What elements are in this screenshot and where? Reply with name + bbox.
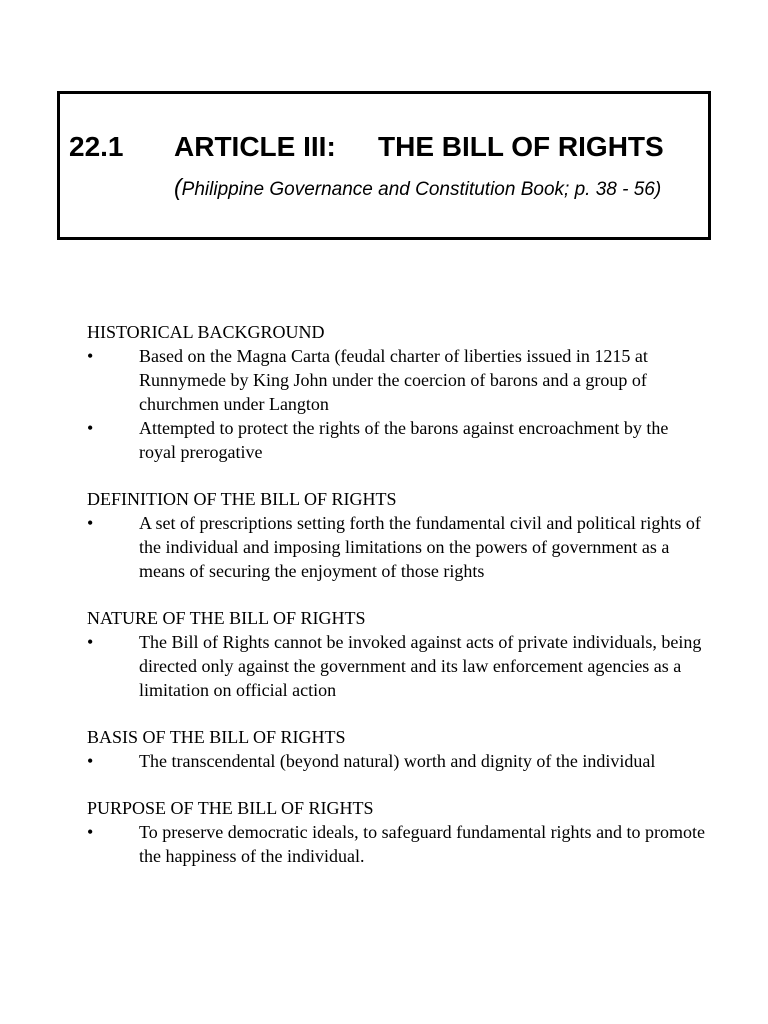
section-heading: BASIS OF THE BILL OF RIGHTS — [87, 727, 346, 747]
bullet-item — [87, 749, 707, 773]
bullet-text: The Bill of Rights cannot be invoked against acts of private individuals, being directed only against the government and its law enforcement agencies as a limitation on official action — [139, 632, 702, 700]
section-heading: HISTORICAL BACKGROUND — [87, 322, 325, 342]
bullet-item — [87, 820, 707, 868]
section-heading: NATURE OF THE BILL OF RIGHTS — [87, 608, 366, 628]
title-box — [57, 91, 711, 240]
section-nature — [87, 606, 707, 702]
section-purpose — [87, 796, 707, 868]
bullet-marker: • — [87, 418, 94, 438]
bullet-text: Based on the Magna Carta (feudal charter of liberties issued in 1215 at Runnymede by King John under the coercion of barons and a group of churchmen under Langton — [139, 346, 648, 414]
source-open-paren: ( — [174, 174, 182, 200]
bullet-marker: • — [87, 632, 94, 652]
bullet-marker: • — [87, 822, 94, 842]
bullet-item — [87, 630, 707, 702]
bullet-marker: • — [87, 513, 94, 533]
section-definition — [87, 487, 707, 583]
document-body — [87, 320, 707, 891]
section-basis — [87, 725, 707, 773]
article-name: THE BILL OF RIGHTS — [378, 131, 664, 162]
article-label: ARTICLE III: — [174, 131, 336, 162]
bullet-text: To preserve democratic ideals, to safeguard fundamental rights and to promote the happiness of the individual. — [139, 822, 706, 866]
section-historical-background — [87, 320, 707, 464]
source-text: Philippine Governance and Constitution Book; p. 38 - 56) — [181, 179, 662, 200]
bullet-text: Attempted to protect the rights of the barons against encroachment by the royal prerogative — [139, 418, 669, 462]
source-reference — [174, 174, 661, 203]
bullet-marker: • — [87, 751, 94, 771]
bullet-item — [87, 344, 707, 416]
bullet-item — [87, 511, 707, 583]
bullet-item — [87, 416, 707, 464]
section-heading: PURPOSE OF THE BILL OF RIGHTS — [87, 798, 374, 818]
section-number: 22.1 — [69, 131, 124, 162]
section-heading: DEFINITION OF THE BILL OF RIGHTS — [87, 489, 397, 509]
bullet-text: The transcendental (beyond natural) worth and dignity of the individual — [139, 751, 656, 771]
bullet-text: A set of prescriptions setting forth the fundamental civil and political rights of the individual and imposing limitations on the powers of government as a means of securing the enjoyment of those rights — [139, 513, 701, 581]
bullet-marker: • — [87, 346, 94, 366]
